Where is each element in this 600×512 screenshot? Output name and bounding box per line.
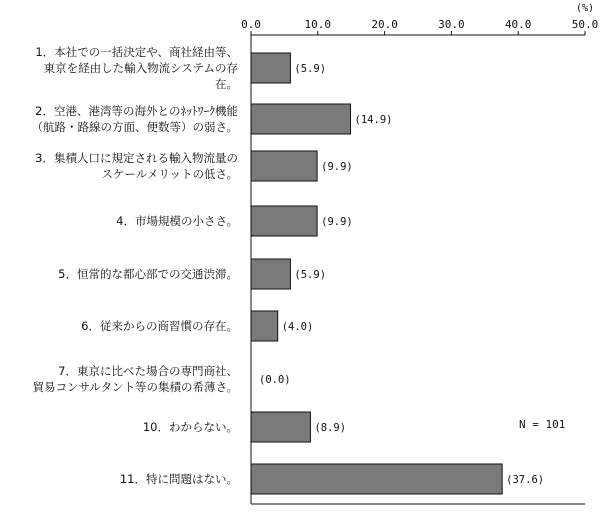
category-label: 3．集積人口に規定される輸入物流量の [35,151,238,165]
category-label: 11．特に問題はない。 [119,472,238,486]
bar [251,151,317,181]
bar [251,464,502,494]
x-tick-label: 0.0 [241,18,261,31]
x-tick-label: 10.0 [304,18,332,31]
x-tick-label: 50.0 [571,18,599,31]
data-label: (4.0) [281,321,314,333]
axis-unit-label: (%) [575,3,595,14]
category-label: 1．本社での一括決定や、商社経由等、 [35,45,238,59]
bar [251,104,351,134]
category-label: 東京を経由した輸入物流システムの存 [43,61,238,75]
data-label: (0.0) [259,374,291,386]
category-label: 7．東京に比べた場合の専門商社、 [58,364,238,378]
category-label: 貿易コンサルタント等の集積の希薄さ。 [32,380,238,394]
data-label: (9.9) [321,161,353,173]
data-label: (37.6) [506,474,545,486]
x-tick-label: 20.0 [371,18,398,31]
data-label: (8.9) [314,422,347,434]
category-label: 5．恒常的な都心部での交通渋滞。 [58,267,238,281]
category-label: 6．従来からの商習慣の存在。 [81,319,238,333]
category-label: 在。 [215,77,238,91]
bar [251,206,317,236]
category-label: 4．市場規模の小ささ。 [116,214,238,228]
bar [251,311,278,341]
data-label: (9.9) [321,216,353,228]
bar [251,53,290,83]
category-label: 10．わからない。 [142,420,238,434]
data-label: (5.9) [294,63,327,75]
category-label: 2．空港、港湾等の海外とのﾈｯﾄﾜｰｸ機能 [35,104,238,118]
category-label: スケールメリットの低さ。 [101,167,238,181]
category-label: （航路・路線の方面、便数等）の弱さ。 [31,120,238,134]
x-tick-label: 30.0 [438,18,465,31]
bar [251,259,290,289]
data-label: (5.9) [294,269,327,281]
bar [251,412,310,442]
x-tick-label: 40.0 [504,18,532,31]
sample-size-label: N = 101 [519,418,566,431]
data-label: (14.9) [354,114,393,126]
